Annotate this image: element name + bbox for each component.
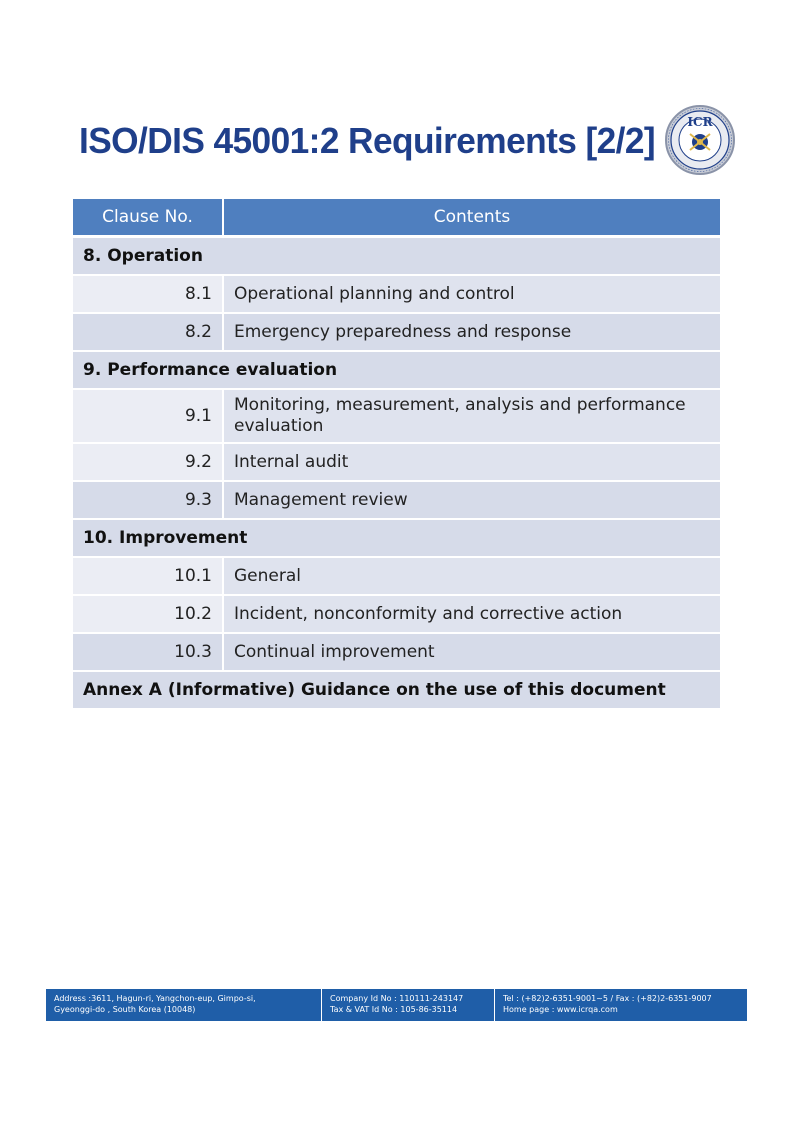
clause-number: 10.3 — [73, 633, 223, 671]
address-line: Address :3611, Hagun-ri, Yangchon-eup, Gimpo-si, — [54, 994, 256, 1003]
clause-number: 9.3 — [73, 481, 223, 519]
table-row — [73, 557, 720, 595]
table-row — [73, 633, 720, 671]
table-header-row — [73, 199, 720, 237]
page-title: ISO/DIS 45001:2 Requirements [2/2] — [79, 120, 656, 161]
clause-number: 10.1 — [73, 557, 223, 595]
section-title: 8. Operation — [73, 237, 720, 276]
svg-text:ICR: ICR — [687, 115, 713, 129]
tax-vat-id: Tax & VAT Id No : 105-86-35114 — [330, 1005, 458, 1014]
footer-company-ids — [322, 989, 495, 1021]
clause-number: 9.1 — [73, 389, 223, 443]
homepage-link[interactable]: Home page : www.icrqa.com — [503, 1005, 618, 1014]
clause-content: Monitoring, measurement, analysis and performance evaluation — [223, 389, 720, 443]
footer-address — [46, 989, 322, 1021]
table-row — [73, 481, 720, 519]
table-row — [73, 275, 720, 313]
address-line: Gyeonggi-do , South Korea (10048) — [54, 1005, 196, 1014]
section-row-operation — [73, 237, 720, 276]
clause-content: Internal audit — [223, 443, 720, 481]
section-title: 10. Improvement — [73, 519, 720, 557]
clause-number: 10.2 — [73, 595, 223, 633]
company-id: Company Id No : 110111-243147 — [330, 994, 464, 1003]
clause-content: Operational planning and control — [223, 275, 720, 313]
footer-contact — [495, 989, 747, 1021]
section-title: 9. Performance evaluation — [73, 351, 720, 389]
section-title: Annex A (Informative) Guidance on the use of this document — [73, 671, 720, 709]
section-row-annex-a — [73, 671, 720, 709]
table-row — [73, 389, 720, 443]
requirements-table — [73, 199, 720, 710]
page-footer — [46, 989, 747, 1021]
clause-content: Incident, nonconformity and corrective action — [223, 595, 720, 633]
clause-content: Continual improvement — [223, 633, 720, 671]
clause-content: Emergency preparedness and response — [223, 313, 720, 351]
table-row — [73, 595, 720, 633]
contents-header: Contents — [223, 199, 720, 237]
icr-logo — [664, 104, 736, 176]
clause-content: General — [223, 557, 720, 595]
section-row-performance-evaluation — [73, 351, 720, 389]
phone-fax: Tel : (+82)2-6351-9001~5 / Fax : (+82)2-6351-9007 — [503, 994, 712, 1003]
clause-number: 8.2 — [73, 313, 223, 351]
clause-number: 8.1 — [73, 275, 223, 313]
clause-no-header: Clause No. — [73, 199, 223, 237]
section-row-improvement — [73, 519, 720, 557]
table-row — [73, 313, 720, 351]
table-row — [73, 443, 720, 481]
clause-content: Management review — [223, 481, 720, 519]
clause-number: 9.2 — [73, 443, 223, 481]
